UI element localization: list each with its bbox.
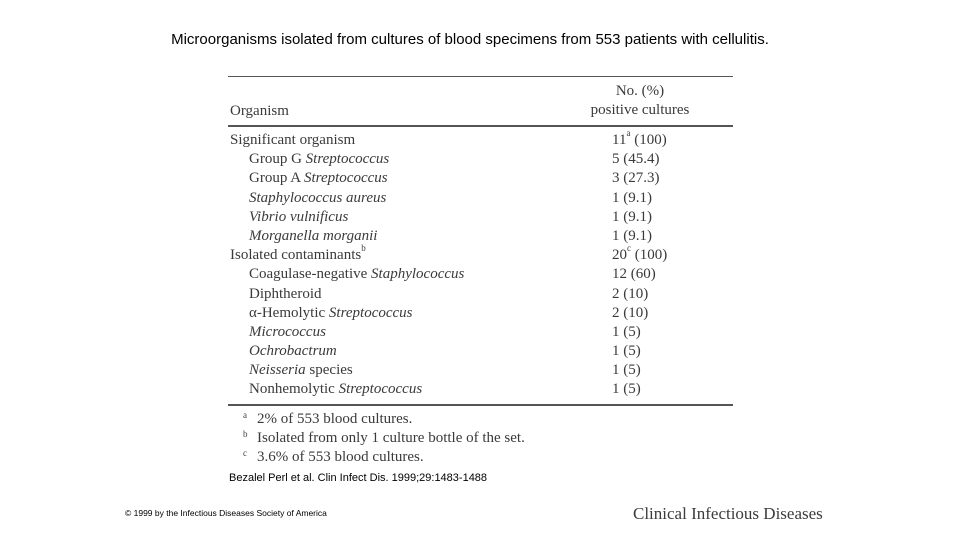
organism-text: α-Hemolytic — [249, 304, 329, 321]
organism-text: Nonhemolytic — [249, 381, 339, 398]
count-value: 1 (9.1) — [612, 189, 652, 206]
journal-logo: Clinical Infectious Diseases — [633, 504, 823, 523]
table-row — [228, 342, 733, 361]
footnote-marker: c — [627, 243, 631, 254]
table-row — [228, 361, 733, 380]
table-row — [228, 208, 733, 227]
table-row — [228, 304, 733, 323]
count-cell — [612, 227, 652, 246]
footnote — [228, 448, 733, 461]
count-value: 2 (10) — [612, 304, 649, 321]
slide-title: Microorganisms isolated from cultures of blood specimens from 553 patients with cellulitis. — [171, 31, 769, 48]
table-row — [228, 169, 733, 188]
count-cell — [612, 265, 656, 284]
count-cell — [612, 361, 641, 380]
footnote — [228, 429, 733, 448]
table-row — [228, 265, 733, 284]
count-value: 11 — [612, 132, 627, 148]
table-bottom-rule — [228, 404, 733, 406]
footnote-mark: b — [243, 429, 248, 439]
count-cell — [612, 189, 652, 208]
count-value: 1 (5) — [612, 362, 641, 379]
header-organism: Organism — [230, 103, 289, 119]
header-count-line1: No. (%) — [615, 83, 665, 99]
footnote-mark: a — [243, 410, 247, 420]
organism-cell — [249, 189, 386, 208]
table-row — [228, 380, 733, 399]
organism-table — [228, 73, 733, 461]
footnote — [228, 410, 733, 429]
table-row — [228, 243, 733, 265]
organism-cell — [249, 150, 389, 169]
count-cell — [612, 342, 641, 361]
count-value: 1 (5) — [612, 323, 641, 340]
copyright-notice: © 1999 by the Infectious Diseases Society of America — [125, 508, 327, 518]
footnote-mark: c — [243, 448, 247, 458]
count-cell — [612, 208, 652, 227]
count-value: 1 (9.1) — [612, 208, 652, 225]
count-value: 2 (10) — [612, 285, 649, 302]
count-value: 1 (5) — [612, 381, 641, 398]
table-body — [228, 128, 733, 400]
organism-text: Diphtheroid — [249, 285, 322, 302]
organism-text: Streptococcus — [338, 381, 423, 398]
organism-text: species — [305, 362, 353, 379]
count-cell — [612, 150, 660, 169]
organism-cell — [249, 361, 353, 380]
table-row — [228, 150, 733, 169]
footnotes — [228, 410, 733, 461]
organism-text: Staphylococcus aureus — [249, 189, 387, 206]
organism-text: Significant organism — [230, 132, 356, 148]
count-percent: (100) — [631, 247, 668, 264]
organism-text: Streptococcus — [305, 151, 390, 168]
table-row — [228, 285, 733, 304]
organism-cell — [249, 285, 322, 304]
header-rule — [228, 125, 733, 127]
organism-text: Group A — [249, 170, 305, 187]
organism-cell — [230, 131, 355, 150]
organism-text: Neisseria — [249, 362, 306, 379]
count-cell — [612, 304, 648, 323]
table-top-rule — [228, 76, 733, 77]
count-value: 1 (9.1) — [612, 227, 652, 244]
organism-cell — [249, 169, 388, 188]
organism-cell — [249, 265, 464, 284]
count-cell — [612, 169, 660, 188]
footnote-text: 3.6% of 553 blood cultures. — [257, 449, 424, 461]
organism-text: Micrococcus — [249, 323, 326, 340]
organism-cell — [249, 304, 413, 323]
count-cell — [612, 380, 641, 399]
footnote-marker: a — [626, 128, 631, 138]
organism-cell — [230, 243, 366, 265]
table-row — [228, 323, 733, 342]
header-positive-cultures — [585, 82, 695, 120]
organism-text: Vibrio vulnificus — [249, 208, 349, 225]
count-percent: (100) — [630, 132, 667, 148]
count-cell — [612, 323, 641, 342]
count-value: 20 — [612, 247, 627, 264]
count-value: 5 (45.4) — [612, 151, 660, 168]
table-row — [228, 128, 733, 150]
count-value: 3 (27.3) — [612, 170, 660, 187]
organism-cell — [249, 227, 377, 246]
footnote-marker: b — [361, 243, 366, 254]
organism-text: Streptococcus — [328, 304, 413, 321]
organism-text: Streptococcus — [304, 170, 388, 187]
count-cell — [612, 243, 668, 265]
organism-cell — [249, 342, 337, 361]
table-row — [228, 189, 733, 208]
organism-text: Staphylococcus — [371, 266, 465, 283]
count-value: 12 (60) — [612, 266, 656, 283]
organism-cell — [249, 323, 326, 342]
organism-text: Morganella morganii — [249, 227, 378, 244]
header-count-line2: positive cultures — [590, 102, 690, 118]
organism-text: Isolated contaminants — [230, 247, 362, 264]
count-value: 1 (5) — [612, 343, 641, 360]
citation: Bezalel Perl et al. Clin Infect Dis. 1999;29:1483-1488 — [229, 472, 488, 484]
count-cell — [612, 285, 648, 304]
table-row — [228, 227, 733, 246]
organism-cell — [249, 208, 348, 227]
organism-text: Ochrobactrum — [249, 343, 337, 360]
organism-text: Coagulase-negative — [249, 266, 372, 283]
count-cell — [612, 128, 667, 150]
footnote-text: 2% of 553 blood cultures. — [257, 411, 413, 427]
organism-cell — [249, 380, 422, 399]
organism-text: Group G — [249, 151, 306, 168]
footnote-text: Isolated from only 1 culture bottle of the set. — [257, 430, 525, 446]
